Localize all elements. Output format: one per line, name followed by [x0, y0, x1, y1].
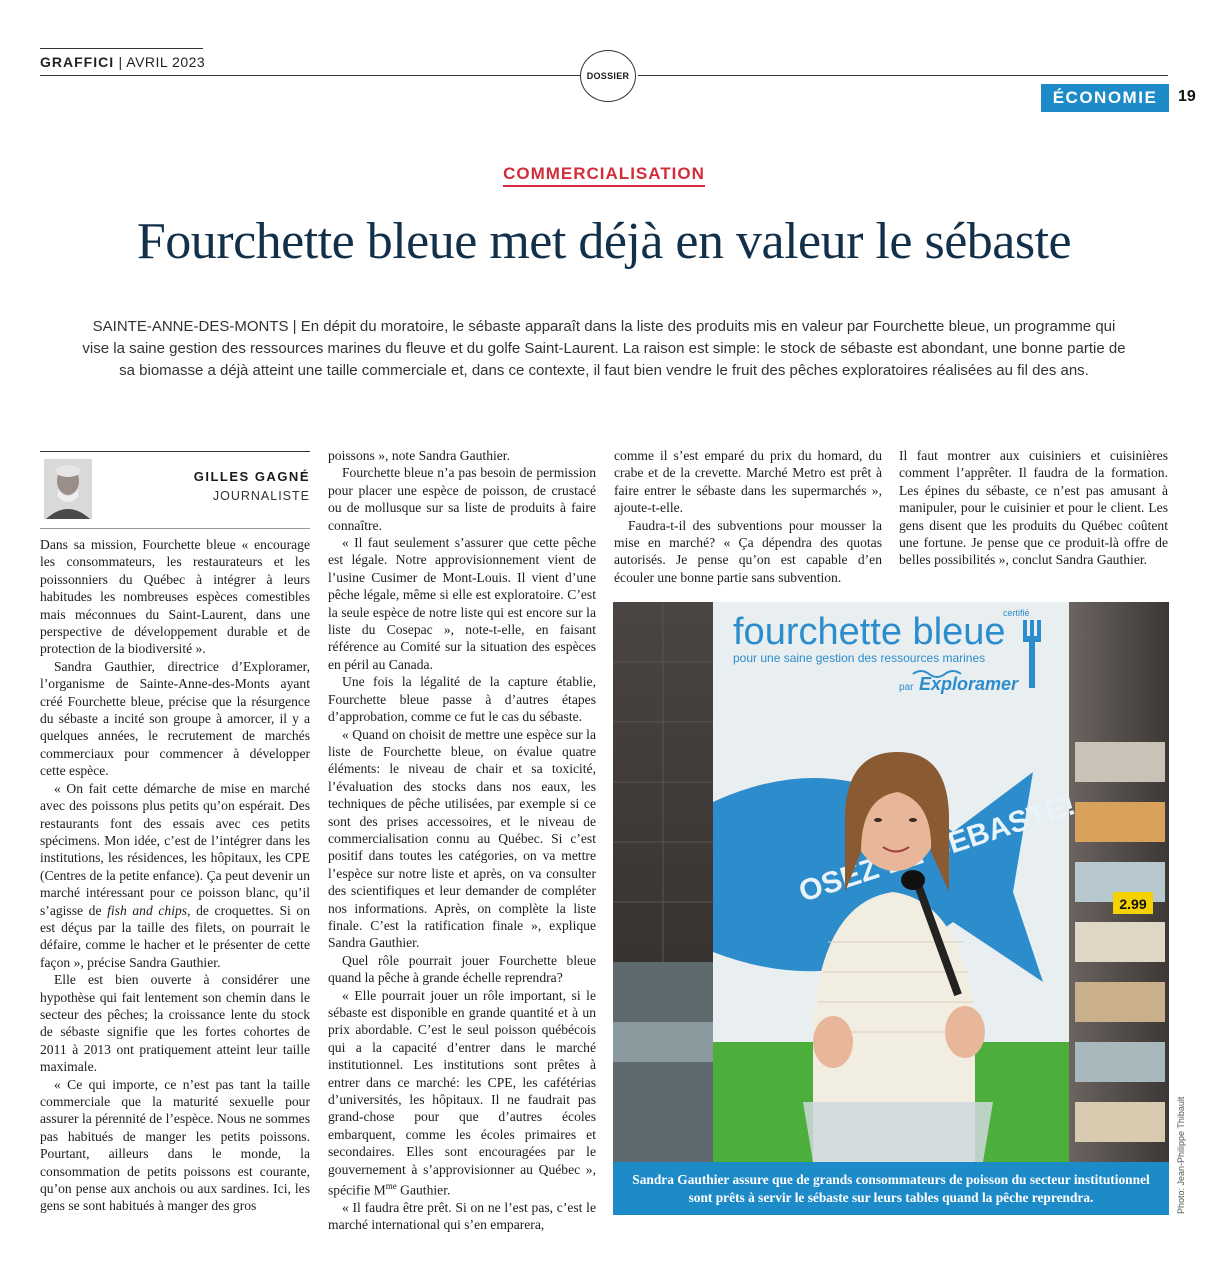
byline-top-rule — [40, 451, 310, 452]
article-lede: SAINTE-ANNE-DES-MONTS | En dépit du moratoire, le sébaste apparaît dans la liste des produits mis en valeur par Fourchette bleue, un programme qui vise la saine gestion des ressources marines du fleuve et du golfe Saint-Laurent. La raison est simple: le stock de sébaste est abondant, une bonne partie de sa biomasse a déjà atteint une taille commerciale et, dans ce contexte, il faut bien vendre le fruit des pêches exploratoires réalisées au fil des ans. — [82, 318, 1126, 379]
paragraph: « Il faut seulement s’assurer que cette pêche est légale. Notre approvisionnement vient de l’usine Cusimer de Mont-Louis. Il vient d’une pêche légale, même si elle est exploratoire. C’est la seule espèce de notre liste qui est encore sur la liste du Cosepac », note-t-elle, en faisant référence au Comité sur la situation des espèces en péril au Canada. — [328, 535, 596, 672]
header-rule-left — [40, 75, 580, 76]
paragraph: « Ce qui importe, ce n’est pas tant la taille commerciale que la maturité sexuelle pour assurer la pérennité de l’espèce. Nous ne sommes pas habitués de manger les petits poissons. Pourtant, ailleurs dans le monde, la consommation de petits poissons est courante, qu’on pense aux anchois ou aux sardines. Ici, les gens se sont habitués à manger des gros — [40, 1076, 310, 1214]
page-number: 19 — [1178, 88, 1196, 105]
author-name: GILLES GAGNÉ — [193, 469, 310, 484]
paragraph: Il faut montrer aux cuisiniers et cuisinières comment l’apprêter. Il faudra de la formation. Les épines du sébaste, ce n’est pas amusant à manipuler, pour le cuisinier et pour le client. Les gens disent que les produits du Québec coûtent une fortune. Je pense que ce produit-là offre de belles possibilités », conclut Sandra Gauthier. — [899, 448, 1168, 568]
banner-par: par — [899, 682, 914, 693]
paragraph: « Il faudra être prêt. Si on ne l’est pas, c’est le marché international qui s’en emparera, — [328, 1200, 596, 1233]
photo-credit: Photo: Jean-Philippe Thibault — [1176, 1096, 1186, 1214]
microphone-head — [901, 870, 925, 890]
column-3 — [614, 447, 882, 586]
article-title: Fourchette bleue met déjà en valeur le sébaste — [136, 213, 1072, 270]
header-rule-right — [638, 75, 1168, 76]
article-kicker: COMMERCIALISATION — [503, 164, 705, 187]
banner-sponsor: Exploramer — [919, 674, 1019, 694]
column-4 — [899, 447, 1168, 569]
column-2 — [328, 447, 596, 1234]
paragraph: Une fois la légalité de la capture établie, Fourchette bleue passe à d’autres étapes d’approbation, comme ce fut le cas du sébaste. — [328, 674, 596, 725]
paragraph: Faudra-t-il des subventions pour mousser la mise en marché? « Ça dépendra des quotas autorisés. Je pense qu’on est capable d’en écouler une bonne partie sans subvention. — [614, 517, 882, 585]
dossier-badge: DOSSIER — [580, 50, 636, 102]
italic-phrase: fish and chips — [107, 902, 188, 918]
paragraph-text: « Elle pourrait jouer un rôle important, si le sébaste est disponible en grande quantité et à un prix abordable. C’est le seul poisson québécois qui a la capacité d’entrer dans le marché institutionnel. Les institutions sont prêtes à entrer dans ce marché: les CPE, les cafétérias d’universités, les hôpitaux. Il ne faudrait pas grand-chose pour que d’autres écoles embarquent, comme les écoles primaires et secondaires. Elles sont encouragées par le gouvernement à s’approvisionner au Québec », spécifie M — [328, 987, 596, 1198]
paragraph: Dans sa mission, Fourchette bleue « encourage les consommateurs, les restaurateurs et les poissonniers du Québec à intégrer à leurs habitudes les nombreuses espèces comestibles mais méconnues du Saint-Laurent, dans une perspective de développement durable et de protection de la biodiversité ». — [40, 537, 310, 657]
paragraph: Quel rôle pourrait jouer Fourchette bleue quand la pêche à grande échelle reprendra? — [328, 952, 596, 986]
lectern — [803, 1102, 993, 1162]
author-role: JOURNALISTE — [212, 489, 310, 503]
paragraph: Elle est bien ouverte à considérer une hypothèse qui fait lentement son chemin dans le secteur des pêches; la croissance lente du stock de sébaste signifie que les fortes cohortes de 2011 à 2013 ont pratiquement atteint leur taille maximale. — [40, 972, 310, 1075]
author-portrait-icon — [44, 459, 92, 519]
section-tag: ÉCONOMIE — [1041, 84, 1169, 112]
issue-date: AVRIL 2023 — [126, 54, 206, 70]
header-separator: | — [118, 54, 123, 70]
paragraph — [328, 987, 596, 1199]
price-tag: 2.99 — [1119, 896, 1147, 912]
fish-slogan: OSEZ SÉBASTE! — [794, 788, 1080, 909]
byline-bottom-rule — [40, 528, 310, 529]
banner-tagline: pour une saine gestion des ressources marines — [733, 651, 986, 665]
paragraph — [40, 780, 310, 971]
article-kicker-wrap — [0, 164, 1208, 184]
paragraph-text: , de croquettes. Si on est déçus par la taille des filets, on pourrait le défaire, comme le hacher et le présenter de cette façon », précise Sandra Gauthier. — [40, 902, 310, 970]
paragraph: « Quand on choisit de mettre une espèce sur la liste de Fourchette bleue, on évalue quatre éléments: le niveau de chair et sa toxicité, l’évaluation des stocks dans nos eaux, les techniques de pêche utilisées, par exemple si ce sont des prises accessoires, et le niveau de commercialisation connu au Québec. Si c’est positif dans toutes les catégories, on va mettre l’espèce sur notre liste et après, on va consulter des scientifiques et leur demander de compléter nos informations. Après, on complète la liste finale. C’est la ratification finale », explique Sandra Gauthier. — [328, 726, 596, 951]
column-1 — [40, 536, 310, 1215]
paragraph-text: « On fait cette démarche de mise en marché avec des poissons plus petits qu’on espérait. Des restaurants font des essais avec ces petits spécimens. Mon idée, c’est de l’intégrer dans les institutions, les résidences, les hôpitaux, les CPE (Centres de la petite enfance). Ça peut devenir un marché intéressant pour ce poisson blanc, qu’il s’agisse de — [40, 780, 310, 918]
photo-illustration — [613, 602, 1169, 1162]
banner-brand: fourchette bleue — [733, 611, 1006, 653]
banner-certified: certifié — [1003, 608, 1030, 618]
paragraph: Sandra Gauthier, directrice d’Exploramer, l’organisme de Sainte-Anne-des-Monts ayant créé Fourchette bleue, précise que la résurgence du sébaste a incité son groupe à amorcer, il y a quelques années, le recrutement de marchés commerciaux pour commencer à développer cette espèce. — [40, 658, 310, 779]
superscript: me — [385, 1181, 397, 1192]
paragraph: comme il s’est emparé du prix du homard, du crabe et de la crevette. Marché Metro est prêt à faire entrer le sébaste dans les supermarchés », ajoute-t-elle. — [614, 448, 882, 516]
publication-line — [40, 54, 205, 70]
photo-caption: Sandra Gauthier assure que de grands consommateurs de poisson du secteur institutionnel sont prêts à servir le sébaste sur leurs tables quand la pêche reprendra. — [613, 1162, 1169, 1215]
paragraph-text: Gauthier. — [396, 1182, 451, 1198]
header-top-rule — [40, 48, 203, 49]
publication-name: GRAFFICI — [40, 54, 115, 70]
paragraph: Fourchette bleue n’a pas besoin de permission pour placer une espèce de poisson, de crustacé ou de mollusque sur sa liste de produits à faire connaître. — [328, 465, 596, 533]
author-photo — [44, 459, 92, 519]
article-photo — [613, 602, 1169, 1162]
paragraph: poissons », note Sandra Gauthier. — [328, 448, 510, 463]
